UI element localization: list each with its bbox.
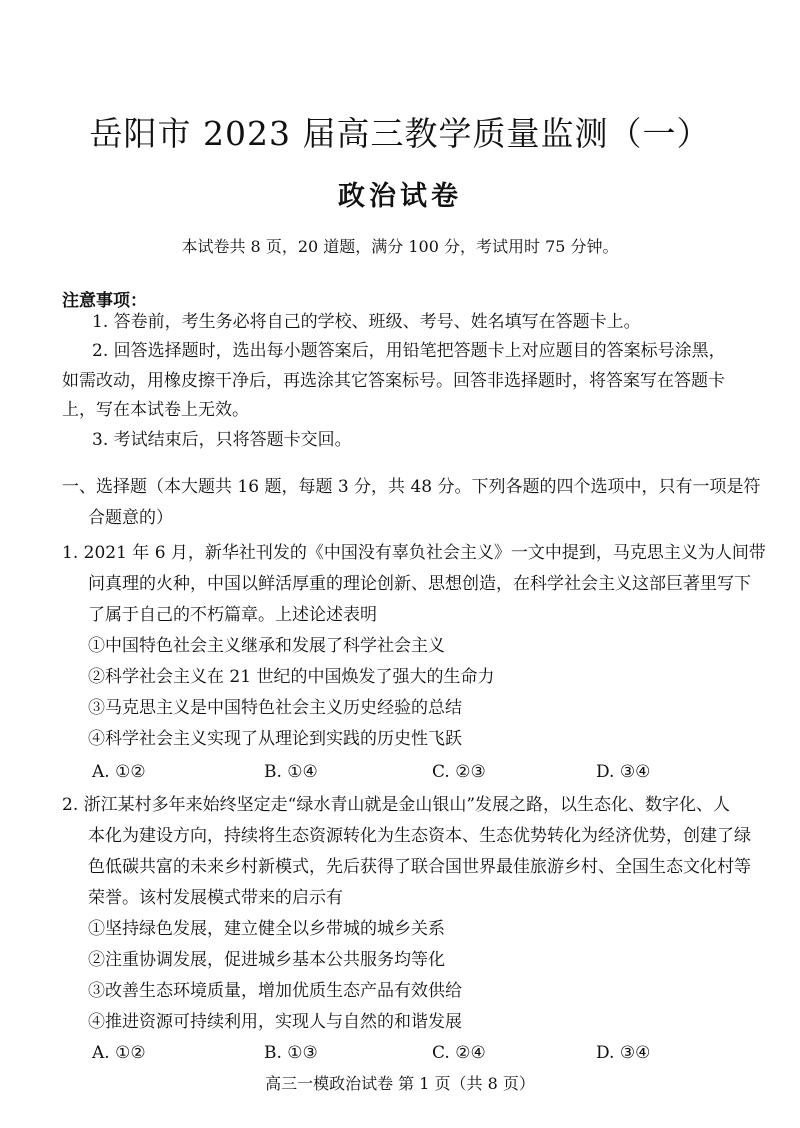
question-2-statement: ④推进资源可持续利用，实现人与自然的和谐发展 xyxy=(88,1012,462,1032)
question-1-stem: 了属于自己的不朽篇章。上述论述表明 xyxy=(88,605,377,625)
question-1-statement: ②科学社会主义在 21 世纪的中国焕发了强大的生命力 xyxy=(88,667,495,687)
question-2-option-d: D. ③④ xyxy=(596,1043,651,1063)
question-2-option-b: B. ①③ xyxy=(264,1043,318,1063)
question-2-statement: ③改善生态环境质量，增加优质生态产品有效供给 xyxy=(88,981,462,1001)
notice-item: 3. 考试结束后，只将答题卡交回。 xyxy=(92,430,352,450)
subject-title: 政治试卷 xyxy=(338,181,462,212)
notice-item: 上，写在本试卷上无效。 xyxy=(62,400,249,420)
question-1-option-a: A. ①② xyxy=(92,762,146,782)
question-2-statement: ①坚持绿色发展，建立健全以乡带城的城乡关系 xyxy=(88,919,445,939)
question-2-stem: 荣誉。该村发展模式带来的启示有 xyxy=(88,888,343,908)
question-1-statement: ③马克思主义是中国特色社会主义历史经验的总结 xyxy=(88,698,462,718)
question-1-stem: 问真理的火种，中国以鲜活厚重的理论创新、思想创造，在科学社会主义这部巨著里写下 xyxy=(88,574,751,594)
question-2-option-a: A. ①② xyxy=(92,1043,146,1063)
question-1-option-b: B. ①④ xyxy=(264,762,318,782)
question-2-option-c: C. ②④ xyxy=(432,1043,486,1063)
notice-item: 2. 回答选择题时，选出每小题答案后，用铅笔把答题卡上对应题目的答案标号涂黑， xyxy=(92,341,726,361)
question-2-stem: 本化为建设方向，持续将生态资源转化为生态资本、生态优势转化为经济优势，创建了绿 xyxy=(88,826,751,846)
section-heading-cont: 合题意的） xyxy=(88,508,173,528)
question-1-statement: ④科学社会主义实现了从理论到实践的历史性飞跃 xyxy=(88,729,462,749)
question-1-statement: ①中国特色社会主义继承和发展了科学社会主义 xyxy=(88,636,445,656)
page-footer: 高三一模政治试卷 第 1 页（共 8 页） xyxy=(265,1074,535,1093)
notice-heading: 注意事项： xyxy=(62,291,147,311)
question-2-statement: ②注重协调发展，促进城乡基本公共服务均等化 xyxy=(88,950,445,970)
question-1-stem: 1. 2021 年 6 月，新华社刊发的《中国没有辜负社会主义》一文中提到，马克思主义为人间带 xyxy=(62,543,766,563)
notice-item: 如需改动，用橡皮擦干净后，再选涂其它答案标号。回答非选择题时，将答案写在答题卡 xyxy=(62,371,725,391)
page-title: 岳阳市 2023 届高三教学质量监测（一） xyxy=(89,114,711,153)
question-1-option-d: D. ③④ xyxy=(596,762,651,782)
notice-item: 1. 答卷前，考生务必将自己的学校、班级、考号、姓名填写在答题卡上。 xyxy=(92,312,641,332)
question-2-stem: 色低碳共富的未来乡村新模式，先后获得了联合国世界最佳旅游乡村、全国生态文化村等 xyxy=(88,857,751,877)
exam-meta: 本试卷共 8 页，20 道题，满分 100 分，考试用时 75 分钟。 xyxy=(181,237,619,256)
question-2-stem: 2. 浙江某村多年来始终坚定走“绿水青山就是金山银山”发展之路，以生态化、数字化、人 xyxy=(62,795,731,815)
section-heading: 一、选择题（本大题共 16 题，每题 3 分，共 48 分。下列各题的四个选项中，只有一项是符 xyxy=(62,477,761,497)
question-1-option-c: C. ②③ xyxy=(432,762,486,782)
